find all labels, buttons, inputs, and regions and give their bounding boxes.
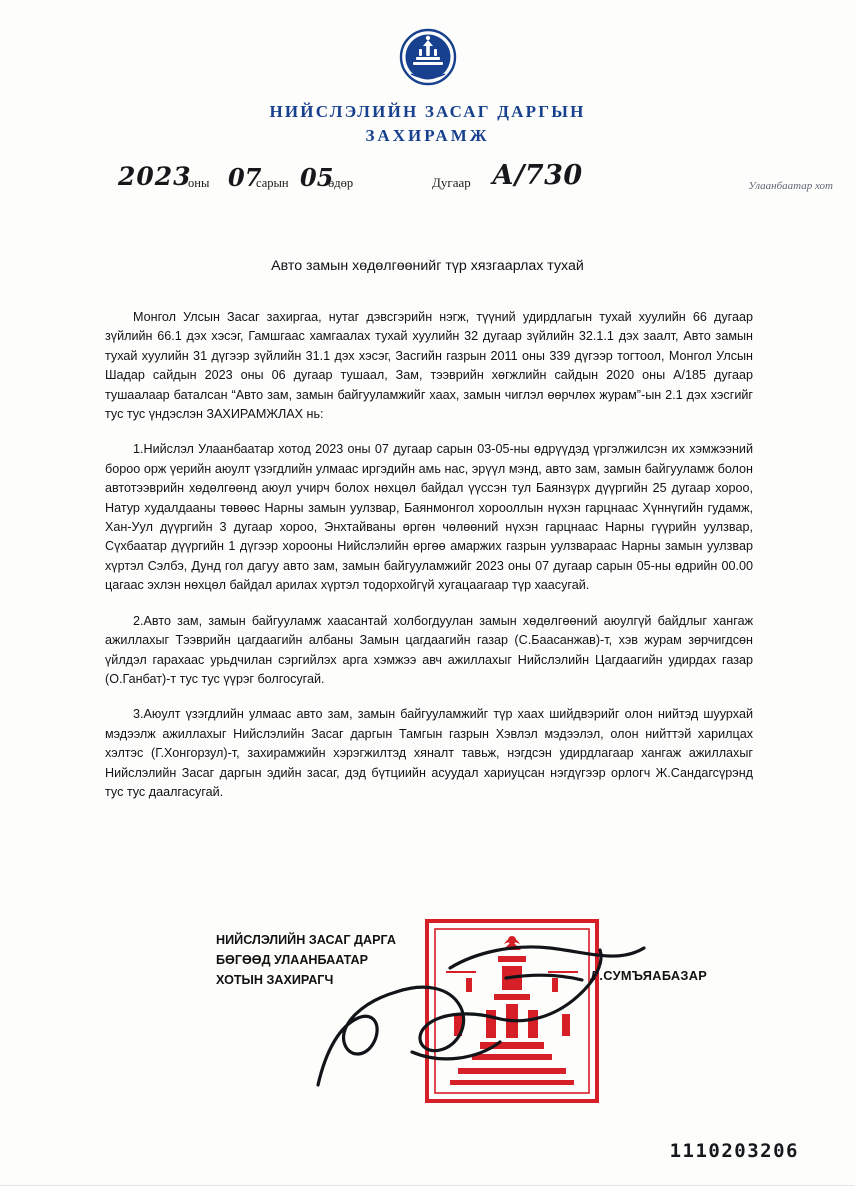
document-order-number: А/730 [492,160,583,191]
signatory-title-line-2: БӨГӨӨД УЛААНБААТАР [216,953,369,967]
signatory-title-line-1: НИЙСЛЭЛИЙН ЗАСАГ ДАРГА [216,933,396,947]
document-control-number: 1110203206 [669,1140,799,1162]
date-year-label: оны [188,176,210,190]
page-bottom-edge [0,1185,855,1200]
dateline [0,162,855,202]
official-red-seal-stamp-icon [424,918,600,1104]
date-year: 2023 [118,162,192,191]
signatory-name: Д.СУМЪЯАБАЗАР [590,968,708,983]
date-day-label: өдөр [328,176,354,190]
document-number-label: Дугаар [432,175,471,190]
date-day: 05 [300,163,334,192]
ulaanbaatar-city-emblem-icon [397,26,459,88]
emblem-container [0,26,855,93]
paragraph-preamble: Монгол Улсын Засаг захиргаа, нутаг дэвсгэрийн нэгж, түүний удирдлагын тухай хуулийн 66 дугаар зүйлийн 66.1 дэх хэсэг, Гамшгаас хамгаалах тухай хуулийн 32 дугаар зүйлийн 32.1.1 дэх заалт, Авто замын тухай хуулийн 31 дүгээр зүйлийн 31.1 дэх хэсэг, Засгийн газрын 2011 оны 339 дүгээр тогтоол, Монгол Улсын Шадар сайдын 2023 оны 06 дугаар тушаал, Зам, тээврийн хөгжлийн сайдын 2020 оны А/185 дугаар тушаалаар баталсан “Авто зам, замын байгууламжийг хаах, замын чиглэл өөрчлөх журам”-ын 2.1 дэх хэсгийг тус тус үндэслэн ЗАХИРАМЖЛАХ нь: [105,310,753,422]
document-subject: Авто замын хөдөлгөөнийг түр хязгаарлах тухай [271,258,584,274]
paragraph-2: 2.Авто зам, замын байгууламж хаасантай холбогдуулан замын хөдөлгөөний аюулгүй байдлыг хангаж ажиллахыг Тээврийн цагдаагийн албаны Замын цагдаагийн газар (С.Баасанжав)-т, хэв журам зөрчигдсөн үйлдэл гарахаас урьдчилан сэргийлэх арга хэмжээ авч ажиллахыг Нийслэлийн Цагдаагийн удирдах газар (О.Ганбат)-т тус тус үүрэг болгосугай. [105,613,753,686]
document-body [105,308,753,802]
paragraph-1: 1.Нийслэл Улаанбаатар хотод 2023 оны 07 дугаар сарын 03-05-ны өдрүүдэд үргэлжилсэн их хэмжээний бороо орж үерийн аюулт үзэгдлийн улмаас иргэдийн амь нас, эрүүл мэнд, авто зам, замын байгууламж болон автотээврийн хөдөлгөөнд аюул учирч болох нөхцөл байдал үүссэн тул Баянзүрх дүүргийн 25 дугаар хороо, Натур худалдааны төвөөс Нарны замын уулзвар, Баянмонгол хорооллын нүхэн гарцнаас Хүннүгийн гудамж, Хан-Уул дүүргийн 3 дугаар хороо, Энхтайваны өргөн чөлөөний нүхэн гарцнаас Нарны гүүрийн уулзвар, Сүхбаатар дүүргийн 1 дүгээр хорооны Нийслэлийн өргөө амаржих газрын уулзвараас Нарны замын уулзвар хүртэл Сэлбэ, Дунд гол дагуу авто зам, замын байгууламжийг 2023 оны 07 дугаар сарын 05-ны өдрийн 00.00 цагаас эхлэн нөхцөл байдал арилах хүртэл тодорхойгүй хугацаагаар түр хаасугай. [105,442,753,593]
signatory-title-line-3: ХОТЫН ЗАХИРАГЧ [216,973,334,987]
date-month-label: сарын [256,176,289,190]
org-title-line-1: НИЙСЛЭЛИЙН ЗАСАГ ДАРГЫН [269,102,586,121]
paragraph-3: 3.Аюулт үзэгдлийн улмаас авто зам, замын байгууламжийг түр хаах шийдвэрийг олон нийтэд шуурхай мэдээлж ажиллахыг Нийслэлийн Засаг даргын Тамгын газрын Хэвлэл мэдээлэл, олон нийттэй харилцах хэлтэс (Г.Хонгорзул)-т, захирамжийн хэрэгжилтэд хяналт тавьж, нэгдсэн удирдлагаар хангаж ажиллахыг Нийслэлийн Засаг даргын эдийн засаг, дэд бүтциийн асуудал хариуцсан нэгдүгээр орлогч Ж.Сандагсүрэнд тус тус даалгасугай. [105,707,753,799]
issue-place: Улаанбаатар хот [748,180,833,192]
org-title-line-2: ЗАХИРАМЖ [365,126,490,146]
organisation-title [0,100,855,148]
date-month: 07 [228,163,262,192]
